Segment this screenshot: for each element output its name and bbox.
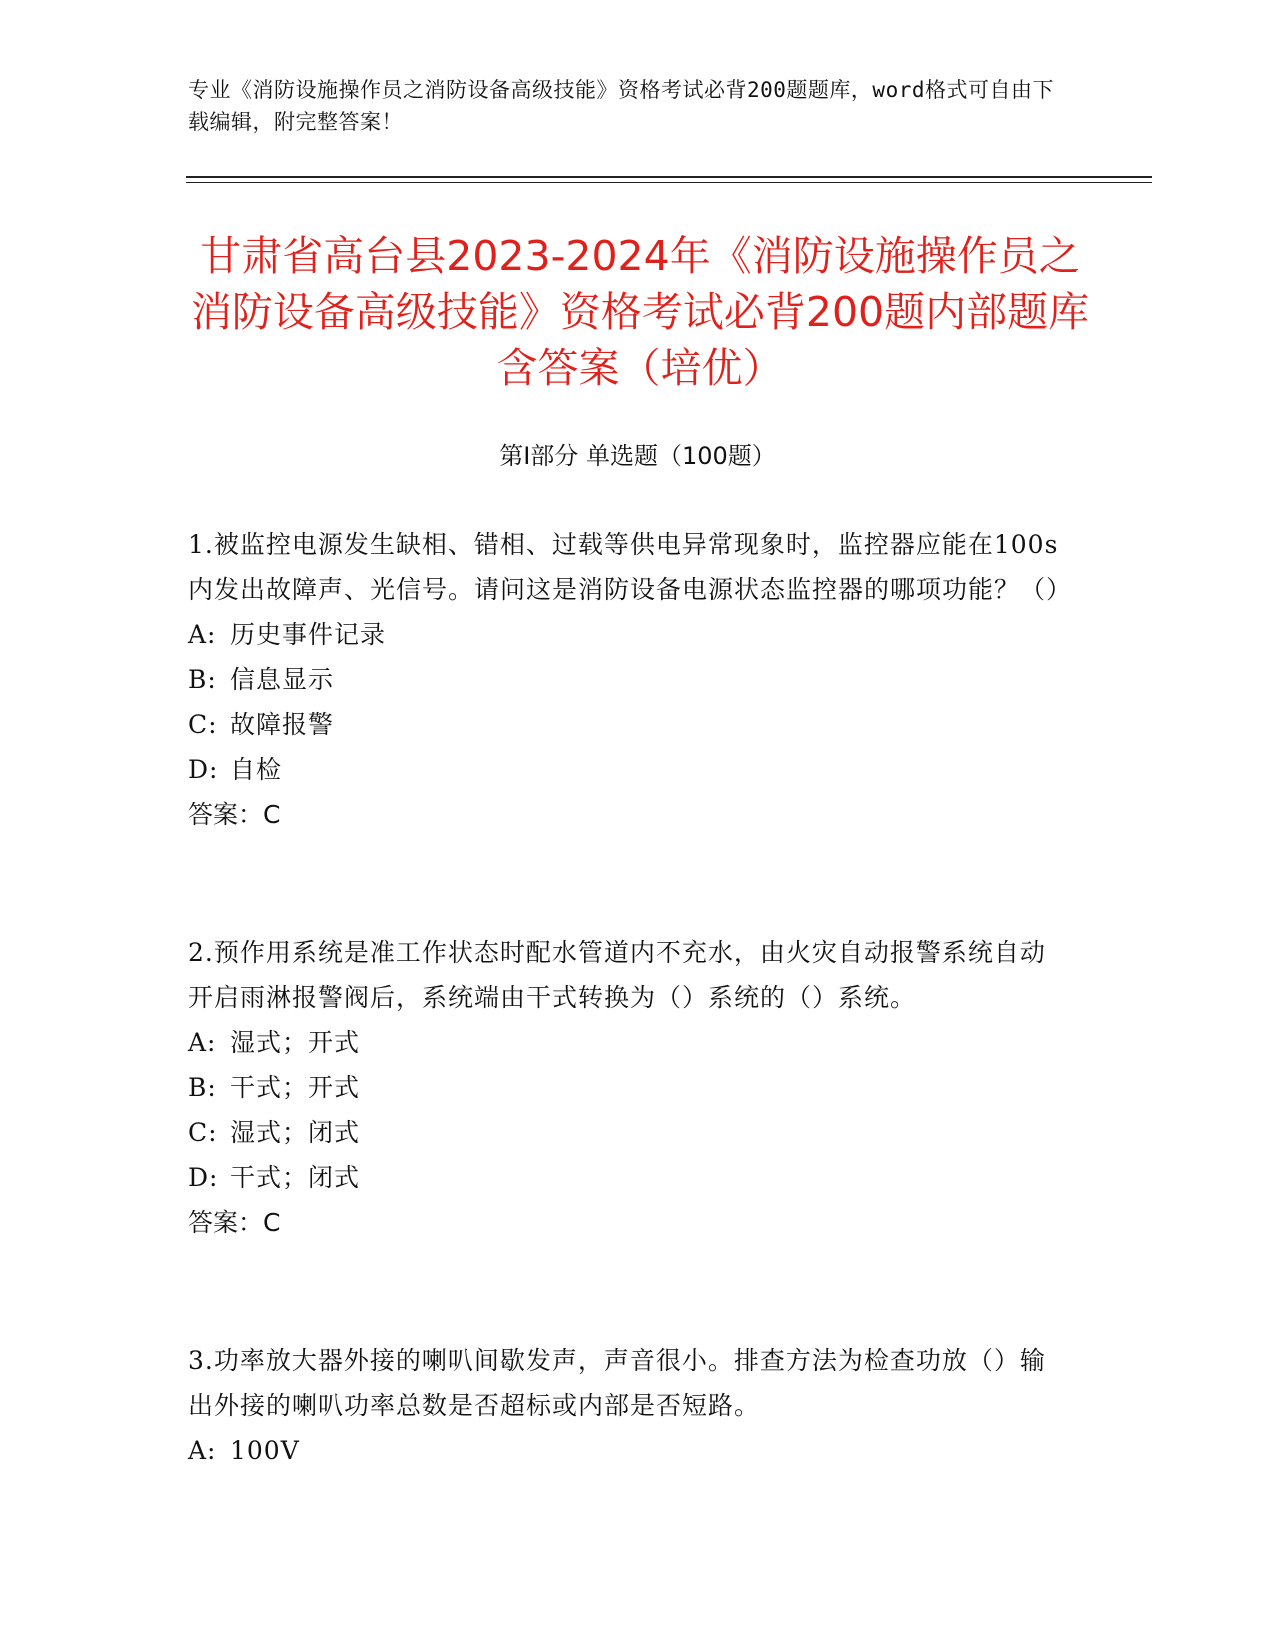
answer-line: 答案：C: [188, 1208, 281, 1237]
option-key: A:: [188, 1028, 217, 1057]
option-d: [188, 1155, 1068, 1200]
option-key: C:: [188, 1118, 218, 1147]
answer-line: 答案：C: [188, 800, 281, 829]
option-d: [188, 747, 1068, 792]
header-divider-thin: [186, 182, 1152, 183]
option-text: 自检: [230, 755, 283, 784]
option-a: [188, 1428, 1068, 1473]
option-a: [188, 1020, 1068, 1065]
option-c: [188, 702, 1068, 747]
option-key: D:: [188, 755, 219, 784]
option-key: B:: [188, 1073, 217, 1102]
option-text: 信息显示: [230, 665, 335, 694]
question-stem: 2.预作用系统是准工作状态时配水管道内不充水，由火灾自动报警系统自动开启雨淋报警阀后，系统端由干式转换为（）系统的（）系统。: [188, 938, 1046, 1012]
document-title: 甘肃省高台县2023-2024年《消防设施操作员之消防设备高级技能》资格考试必背200题内部题库含答案（培优）: [190, 232, 1090, 392]
option-a: [188, 612, 1068, 657]
option-key: A:: [188, 620, 217, 649]
option-text: 湿式；开式: [230, 1028, 361, 1057]
question-stem: 1.被监控电源发生缺相、错相、过载等供电异常现象时，监控器应能在100s内发出故障声、光信号。请问这是消防设备电源状态监控器的哪项功能？（）: [188, 530, 1073, 604]
option-key: D:: [188, 1163, 219, 1192]
question-2: [188, 930, 1068, 1245]
question-1: [188, 522, 1073, 837]
option-key: B:: [188, 665, 217, 694]
header-divider-thick: [186, 176, 1152, 178]
option-text: 100V: [230, 1436, 300, 1465]
option-text: 历史事件记录: [230, 620, 387, 649]
option-key: A:: [188, 1436, 217, 1465]
section-title: 第I部分 单选题（100题）: [499, 442, 776, 470]
question-stem: 3.功率放大器外接的喇叭间歇发声，声音很小。排查方法为检查功放（）输出外接的喇叭功率总数是否超标或内部是否短路。: [188, 1346, 1046, 1420]
option-key: C:: [188, 710, 218, 739]
option-text: 故障报警: [230, 710, 335, 739]
header-note: 专业《消防设施操作员之消防设备高级技能》资格考试必背200题题库，word格式可自由下载编辑，附完整答案！: [188, 78, 1054, 134]
option-b: [188, 657, 1068, 702]
option-text: 湿式；闭式: [230, 1118, 361, 1147]
option-c: [188, 1110, 1068, 1155]
option-text: 干式；开式: [230, 1073, 361, 1102]
option-text: 干式；闭式: [230, 1163, 361, 1192]
question-3: [188, 1338, 1068, 1473]
option-b: [188, 1065, 1068, 1110]
